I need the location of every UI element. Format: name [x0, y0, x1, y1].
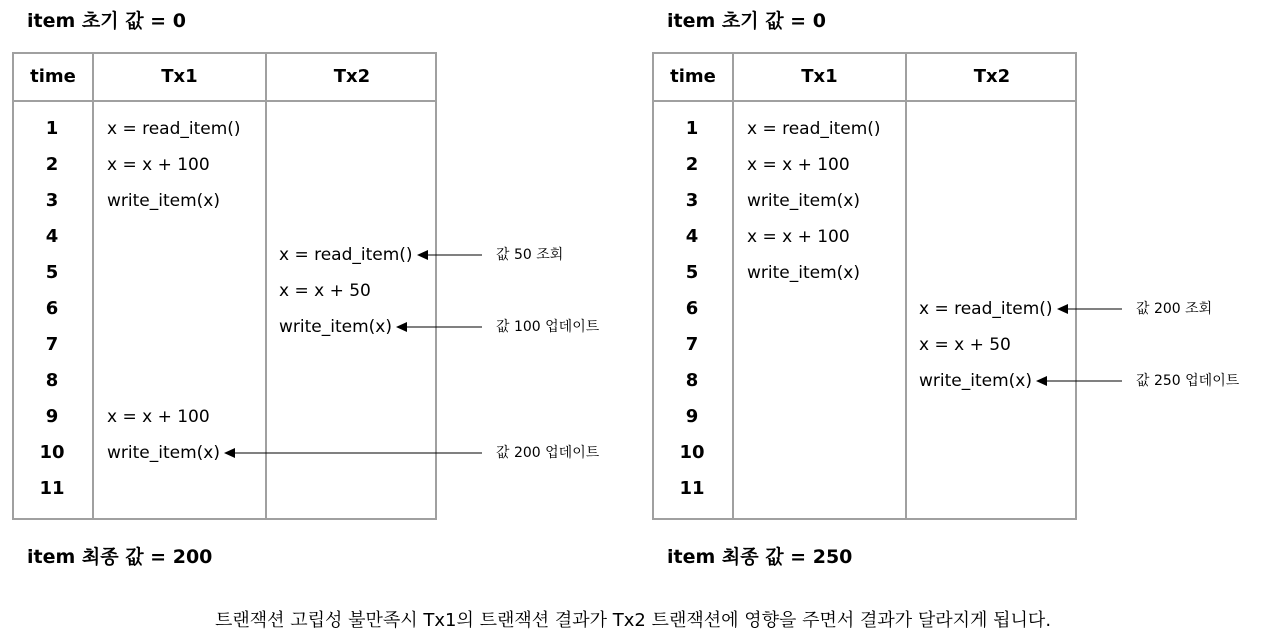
annotation-label: 값 50 조회	[496, 247, 564, 263]
caption: 트랜잭션 고립성 불만족시 Tx1의 트랜잭션 결과가 Tx2 트랜잭션에 영향을 주면서 결과가 달라지게 됩니다.	[214, 610, 1052, 631]
tx1-operation: write_item(x)	[747, 191, 860, 211]
time-cell: 7	[45, 334, 59, 355]
time-cell: 1	[685, 118, 699, 139]
tx2-operation: write_item(x)	[279, 317, 392, 337]
tx2-operation: x = x + 50	[279, 281, 371, 301]
annotation-arrow-head	[1036, 376, 1047, 386]
time-cell: 4	[685, 226, 699, 247]
tx1-operation: x = x + 100	[747, 155, 850, 175]
annotation-arrow-head	[1057, 304, 1068, 314]
time-cell: 8	[685, 370, 699, 391]
header-tx2: Tx2	[333, 66, 371, 87]
time-cell: 3	[685, 190, 699, 211]
header-time: time	[30, 66, 76, 87]
time-cell: 4	[45, 226, 59, 247]
time-cell: 3	[45, 190, 59, 211]
time-cell: 10	[39, 442, 65, 463]
time-cell: 9	[685, 406, 699, 427]
time-cell: 10	[679, 442, 705, 463]
tx2-operation: x = x + 50	[919, 335, 1011, 355]
time-cell: 2	[45, 154, 59, 175]
initial-value-title: item 초기 값 = 0	[27, 10, 186, 32]
annotation-label: 값 100 업데이트	[496, 319, 600, 335]
time-cell: 6	[45, 298, 59, 319]
tx2-operation: write_item(x)	[919, 371, 1032, 391]
scenario-right	[640, 0, 1266, 580]
scenario-left	[0, 0, 633, 580]
time-cell: 2	[685, 154, 699, 175]
annotation-label: 값 250 업데이트	[1136, 373, 1240, 389]
tx1-operation: x = x + 100	[107, 155, 210, 175]
final-value: item 최종 값 = 200	[27, 546, 213, 568]
time-cell: 5	[45, 262, 59, 283]
header-tx1: Tx1	[161, 66, 198, 87]
tx1-operation: write_item(x)	[747, 263, 860, 283]
tx2-operation: x = read_item()	[919, 299, 1053, 319]
tx2-operation: x = read_item()	[279, 245, 413, 265]
time-cell: 8	[45, 370, 59, 391]
header-tx1: Tx1	[801, 66, 838, 87]
time-cell: 9	[45, 406, 59, 427]
time-cell: 5	[685, 262, 699, 283]
annotation-arrow-head	[224, 448, 235, 458]
annotation-arrow-head	[417, 250, 428, 260]
tx1-operation: x = read_item()	[747, 119, 881, 139]
time-cell: 1	[45, 118, 59, 139]
annotation-label: 값 200 조회	[1136, 301, 1213, 317]
tx1-operation: write_item(x)	[107, 443, 220, 463]
tx1-operation: x = x + 100	[747, 227, 850, 247]
time-cell: 7	[685, 334, 699, 355]
annotation-label: 값 200 업데이트	[496, 445, 600, 461]
tx1-operation: x = x + 100	[107, 407, 210, 427]
arrow-layer	[640, 0, 1266, 580]
tx1-operation: write_item(x)	[107, 191, 220, 211]
initial-value-title: item 초기 값 = 0	[667, 10, 826, 32]
tx1-operation: x = read_item()	[107, 119, 241, 139]
time-cell: 6	[685, 298, 699, 319]
annotation-arrow-head	[396, 322, 407, 332]
time-cell: 11	[39, 478, 65, 499]
header-time: time	[670, 66, 716, 87]
final-value: item 최종 값 = 250	[667, 546, 853, 568]
time-cell: 11	[679, 478, 705, 499]
header-tx2: Tx2	[973, 66, 1011, 87]
